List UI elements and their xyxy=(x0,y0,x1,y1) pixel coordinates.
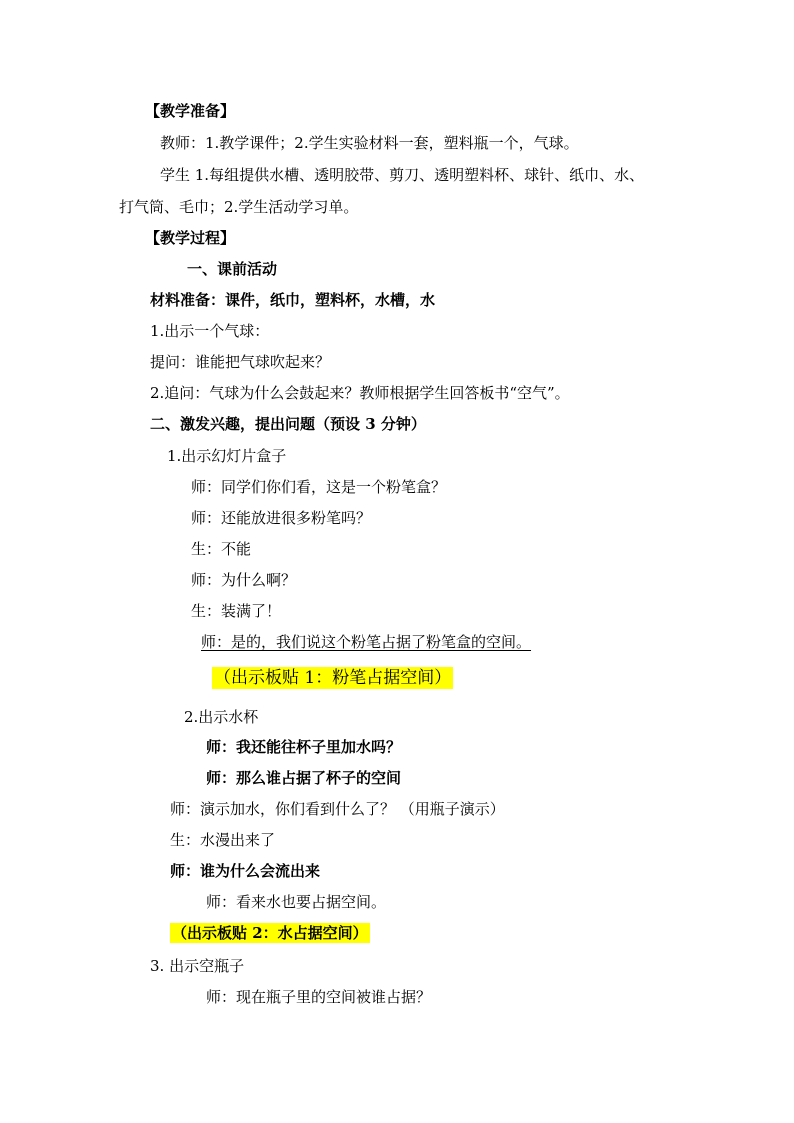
board-note-1-highlight: （出示板贴 1：粉笔占据空间） xyxy=(214,668,452,688)
dialogue-line: 师：同学们你们看，这是一个粉笔盒？ xyxy=(191,478,447,496)
section1-title: 一、课前活动 xyxy=(187,260,278,278)
dialogue-line: 师：现在瓶子里的空间被谁占据？ xyxy=(206,988,432,1006)
dialogue-line-bold: 师：我还能往杯子里加水吗？ xyxy=(206,738,402,756)
section2-item3: 3. 出示空瓶子 xyxy=(150,957,245,975)
dialogue-line: 生：水漫出来了 xyxy=(170,831,276,849)
dialogue-line-underlined: 师：是的，我们说这个粉笔占据了粉笔盒的空间。 xyxy=(201,633,532,651)
student-prep-line-2: 打气筒、毛巾；2.学生活动学习单。 xyxy=(119,198,359,216)
student-prep-line-1: 学生 1.每组提供水槽、透明胶带、剪刀、透明塑料杯、球针、纸巾、水、 xyxy=(160,166,645,184)
dialogue-line: 师：为什么啊？ xyxy=(191,571,297,589)
dialogue-line: 师：看来水也要占据空间。 xyxy=(206,893,387,911)
dialogue-line: 师：演示加水，你们看到什么了？ （用瓶子演示） xyxy=(170,800,505,818)
prep-heading: 【教学准备】 xyxy=(145,102,236,120)
dialogue-line-bold: 师：谁为什么会流出来 xyxy=(170,862,321,880)
materials-line: 材料准备：课件，纸巾，塑料杯，水槽，水 xyxy=(150,291,436,309)
dialogue-line: 生：不能 xyxy=(191,540,252,558)
board-note-1 xyxy=(212,667,453,689)
board-note-2 xyxy=(170,923,370,943)
section2-title: 二、激发兴趣，提出问题（预设 3 分钟） xyxy=(150,415,426,433)
teacher-prep-line: 教师：1.教学课件；2.学生实验材料一套，塑料瓶一个，气球。 xyxy=(160,134,579,152)
dialogue-line: 生：装满了！ xyxy=(191,602,282,620)
section1-question: 提问：谁能把气球吹起来？ xyxy=(150,353,331,371)
section2-item2: 2.出示水杯 xyxy=(184,708,259,726)
dialogue-line-bold: 师：那么谁占据了杯子的空间 xyxy=(206,769,402,787)
section2-item1: 1.出示幻灯片盒子 xyxy=(167,447,287,465)
section1-item1: 1.出示一个气球： xyxy=(150,322,270,340)
section1-item2: 2.追问：气球为什么会鼓起来？教师根据学生回答板书“空气”。 xyxy=(150,384,570,402)
board-note-2-highlight: （出示板贴 2：水占据空间） xyxy=(172,924,368,942)
process-heading: 【教学过程】 xyxy=(145,229,236,247)
dialogue-line: 师：还能放进很多粉笔吗？ xyxy=(191,509,372,527)
